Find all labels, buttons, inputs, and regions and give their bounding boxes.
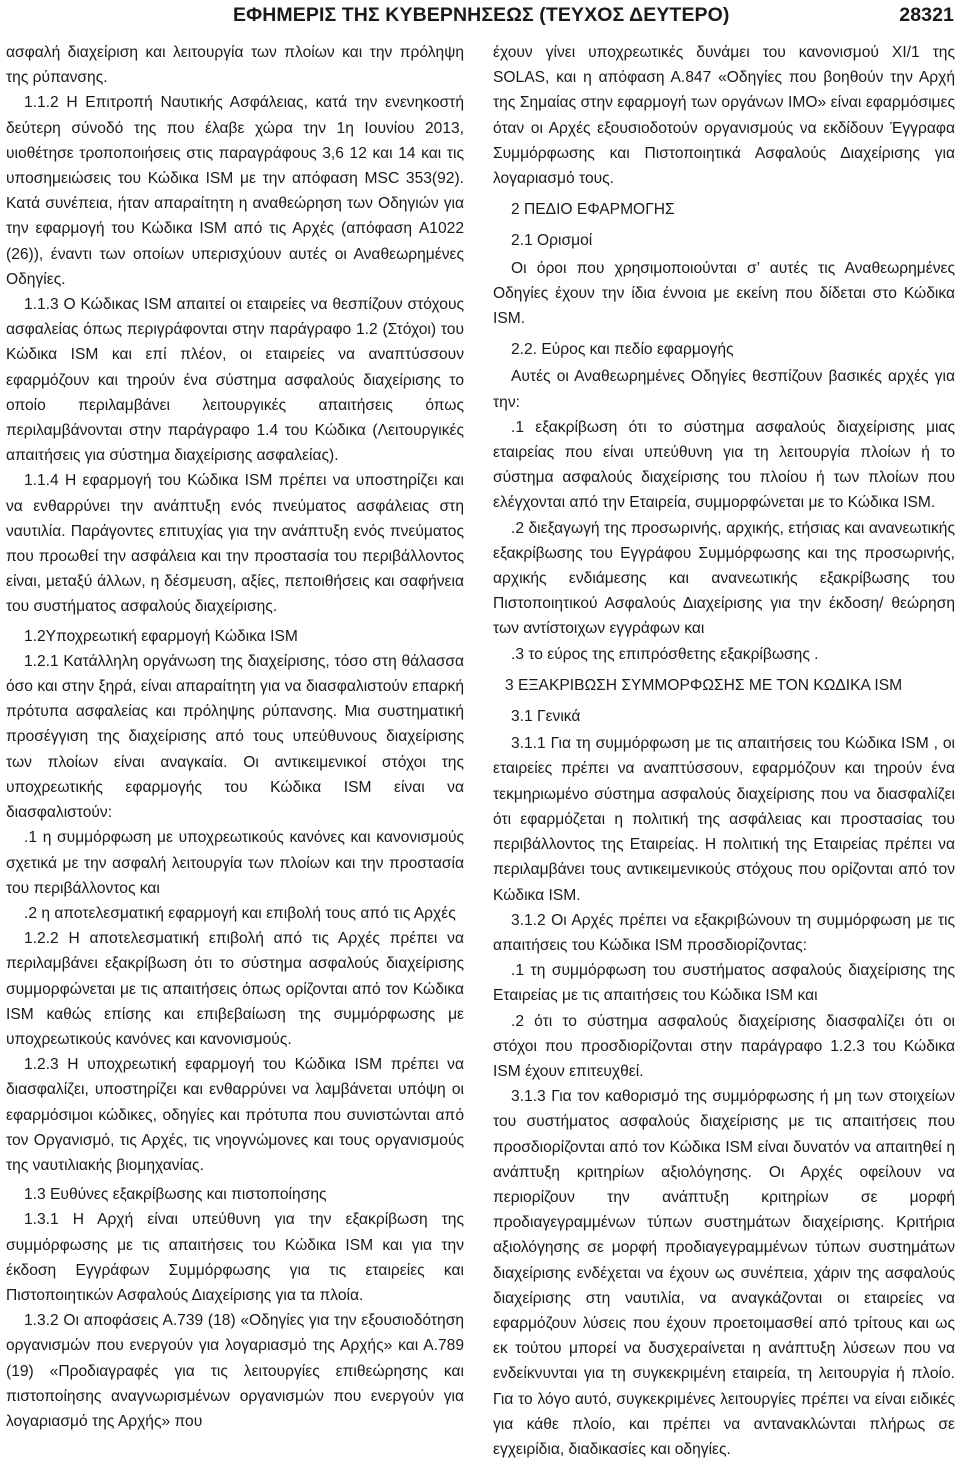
paragraph-1-3-1: 1.3.1 Η Αρχή είναι υπεύθυνη για την εξακρίβωση της συμμόρφωσης με τις απαιτήσεις του Κώδικα ISM και για την έκδοση Εγγράφων Συμμόρφωσης για τις εταιρείες και Πιστοποιητικών Ασφαλούς Διαχείρισης για τα πλοία.	[6, 1211, 464, 1304]
list-item: .1 εξακρίβωση ότι το σύστημα ασφαλούς διαχείρισης μιας εταιρείας που είναι υπεύθυνη για τη λειτουργία πλοίων ή το σύστημα ασφαλούς διαχείρισης του πλοίου ή των πλοίων που ελέγχονται από την Εταιρεία, συμμορφώνεται με το Κώδικα ISM.	[493, 418, 955, 512]
list-item: .2 ότι το σύστημα ασφαλούς διαχείρισης διασφαλίζει ότι οι στόχοι που προσδιορίζονται στην παράγραφο 1.2.3 του Κώδικα ISM έχουν επιτευχθεί.	[493, 1012, 955, 1080]
list-item: .2 η αποτελεσματική εφαρμογή και επιβολή τους από τις Αρχές	[24, 904, 456, 922]
paragraph: έχουν γίνει υποχρεωτικές δυνάμει του κανονισμού XI/1 της SOLAS, και η απόφαση Α.847 «Οδηγίες που βοηθούν την Αρχή της Σημαίας στην εφαρμογή των οργάνων IMO» είναι εφαρμόσιμες όταν οι Αρχές εξουσιοδοτούν οργανισμούς να εκδίδουν Έγγραφα Συμμόρφωσης και Πιστοποιητικά Ασφαλούς Διαχείρισης για λογαριασμό τους.	[493, 44, 955, 188]
list-item: .2 διεξαγωγή της προσωρινής, αρχικής, ετήσιας και ανανεωτικής εξακρίβωσης του Εγγράφου Συμμόρφωσης και της προσωρινής, αρχικής ενδιάμεσης και ανανεωτικής εξακρίβωσης του Πιστοποιητικού Ασφαλούς Διαχείρισης για την έκδοση/ θεώρηση των αντίστοιχων εγγράφων και	[493, 519, 955, 638]
paragraph-1-2-1: 1.2.1 Κατάλληλη οργάνωση της διαχείρισης, τόσο στη θάλασσα όσο και στην ξηρά, είναι απαραίτητη για να διασφαλιστούν επαρκή πρότυπα ασφαλείας και πρόληψης ρύπανσης. Μια συστηματική προσέγγιση της διαχείρισης από τους υπεύθυνους διαχείρισης των πλοίων είναι αναγκαία. Οι αντικειμενικοί στόχοι της υποχρεωτικής εφαρμογής του Κώδικα ISM είναι να διασφαλιστούν:	[6, 652, 464, 822]
subsection-heading-2-1: 2.1 Ορισμοί	[511, 232, 593, 250]
left-column	[6, 40, 464, 1434]
paragraph-1-1-3: 1.1.3 Ο Κώδικας ISM απαιτεί οι εταιρείες να θεσπίζουν στόχους ασφαλείας όπως περιγράφονται στην παράγραφο 1.2 (Στόχοι) του Κώδικα ISM και επί πλέον, οι εταιρείες να αναπτύσσουν εφαρμόζουν και τηρούν ένα σύστημα ασφαλούς διαχείρισης το οποίο περιλαμβάνει λειτουργικές απαιτήσεις όπως περιλαμβάνονται στην παράγραφο 1.4 του Κώδικα (Λειτουργικές απαιτήσεις για σύστημα διαχείρισης ασφαλείας).	[6, 296, 464, 465]
paragraph: ασφαλή διαχείριση και λειτουργία των πλοίων και την πρόληψη της ρύπανσης.	[6, 44, 464, 87]
subsection-heading-3-1: 3.1 Γενικά	[511, 708, 581, 726]
page-header	[0, 4, 960, 36]
section-heading-3: 3 ΕΞΑΚΡΙΒΩΣΗ ΣΥΜΜΟΡΦΩΣΗΣ ΜΕ ΤΟΝ ΚΩΔΙΚΑ ISM	[505, 676, 903, 694]
section-heading-2: 2 ΠΕΔΙΟ ΕΦΑΡΜΟΓΗΣ	[511, 201, 675, 219]
paragraph-1-2-2: 1.2.2 Η αποτελεσματική επιβολή από τις Αρχές πρέπει να περιλαμβάνει εξακρίβωση ότι το σύστημα ασφαλούς διαχείρισης συμμορφώνεται με τις απαιτήσεις όπως ορίζονται από τον Κώδικα ISM καθώς επίσης και επιβεβαίωση της συμμόρφωσης με υποχρεωτικούς κανόνες και κανονισμούς.	[6, 930, 464, 1048]
list-item: .1 η συμμόρφωση με υποχρεωτικούς κανόνες και κανονισμούς σχετικά με την ασφαλή λειτουργία των πλοίων και την προστασία του περιβάλλοντος και	[6, 829, 464, 897]
paragraph-1-1-2: 1.1.2 Η Επιτροπή Ναυτικής Ασφάλειας, κατά την ενενηκοστή δεύτερη σύνοδό της που έλαβε χώρα την 1η Ιουνίου 2013, υιοθέτησε τροποποιήσεις στις παραγράφους 3,6 12 και 14 και τις υποσημειώσεις του Κώδικα ISM με την απόφαση MSC 353(92). Κατά συνέπεια, ήταν απαραίτητη η αναθεώρηση των Οδηγιών για την εφαρμογή του Κώδικα ISM από τις Αρχές (απόφαση A1022 (26)), έναντι των οποίων υπερισχύουν αυτές οι Αναθεωρημένες Οδηγίες.	[6, 94, 464, 288]
gazette-title: ΕΦΗΜΕΡΙΣ ΤΗΣ ΚΥΒΕΡΝΗΣΕΩΣ (ΤΕΥΧΟΣ ΔΕΥΤΕΡΟ)	[233, 4, 730, 26]
subsection-heading-2-2: 2.2. Εύρος και πεδίο εφαρμογής	[511, 341, 734, 359]
paragraph-3-1-2: 3.1.2 Οι Αρχές πρέπει να εξακριβώνουν τη συμμόρφωση με τις απαιτήσεις του Κώδικα ISM προσδιορίζοντας:	[493, 911, 955, 954]
paragraph: Οι όροι που χρησιμοποιούνται σ’ αυτές τις Αναθεωρημένες Οδηγίες έχουν την ίδια έννοια με εκείνη που δίδεται στο Κώδικα ISM.	[493, 259, 955, 328]
list-item: .1 τη συμμόρφωση του συστήματος ασφαλούς διαχείρισης της Εταιρείας με τις απαιτήσεις του Κώδικα ISM και	[493, 962, 955, 1005]
paragraph-1-2-3: 1.2.3 Η υποχρεωτική εφαρμογή του Κώδικα ISM πρέπει να διασφαλίζει, υποστηρίζει και ενθαρρύνει να λαμβάνεται υπόψη οι εφαρμόσιμοι κώδικες, οδηγίες και πρότυπα που συνιστώνται από τον Οργανισμό, τις Αρχές, τις νηογνώμονες και τους οργανισμούς της ναυτιλιακής βιομηχανίας.	[6, 1056, 464, 1174]
paragraph-1-1-4: 1.1.4 Η εφαρμογή του Κώδικα ISM πρέπει να υποστηρίζει και να ενθαρρύνει την ανάπτυξη ενός πνεύματος ασφάλειας στη ναυτιλία. Παράγοντες επιτυχίας για την ανάπτυξη ενός πνεύματος που προωθεί την ασφάλεια και την προστασία του περιβάλλοντος είναι, μεταξύ άλλων, η δέσμευση, αξίες, πεποιθήσεις και σαφήνεια του συστήματος ασφαλούς διαχείρισης.	[6, 472, 464, 616]
list-item: .3 το εύρος της επιπρόσθετης εξακρίβωσης .	[511, 645, 819, 663]
section-heading-1-2: 1.2Υποχρεωτική εφαρμογή Κώδικα ISM	[24, 627, 298, 645]
paragraph-3-1-3: 3.1.3 Για τον καθορισμό της συμμόρφωσης ή μη των στοιχείων του συστήματος ασφαλούς διαχείρισης με τις απαιτήσεις που προσδιορίζονται από τον Κώδικα ISM είναι δυνατόν να απαιτηθεί η ανάπτυξη κριτηρίων αξιολόγησης. Οι Αρχές οφείλουν να περιορίζουν την ανάπτυξη κριτηρίων σε μορφή προδιαγεγραμμένων τύπων συστημάτων διαχείρισης. Κριτήρια αξιολόγησης σε μορφή προδιαγεγραμμένων τύπων συστημάτων διαχείρισης ενδέχεται να έχουν ως συνέπεια, χάριν της ασφαλούς διαχείρισης στη ναυτιλία, να αναγκάζονται οι εταιρείες να εφαρμόζουν λύσεις που έχουν προετοιμασθεί από τρίτους και ως εκ τούτου μπορεί να δυσχεραίνεται η ανάπτυξη λύσεων που να ενδείκνυνται για τη συγκεκριμένη εταιρεία, τη λειτουργία ή πλοίο. Για το λόγο αυτό, συγκεκριμένες λειτουργίες πρέπει να είναι ειδικές για κάθε πλοίο, και πρέπει να αντανακλώνται πλήρως σε εγχειρίδια, διαδικασίες και οδηγίες.	[493, 1088, 955, 1458]
paragraph-1-3-2: 1.3.2 Οι αποφάσεις Α.739 (18) «Οδηγίες για την εξουσιοδότηση οργανισμών που ενεργούν για λογαριασμό της Αρχής» και Α.789 (19) «Προδιαγραφές για τις λειτουργίες επιθεώρησης και πιστοποίησης αναγνωρισμένων οργανισμών που ενεργούν για λογαριασμό της Αρχής» που	[6, 1312, 464, 1430]
paragraph-3-1-1: 3.1.1 Για τη συμμόρφωση με τις απαιτήσεις του Κώδικα ISM , οι εταιρείες πρέπει να αναπτύσσουν, εφαρμόζουν και τηρούν ένα τεκμηριωμένο σύστημα ασφαλούς διαχείρισης που να διασφαλίζει ότι εφαρμόζεται η πολιτική της ασφάλειας και προστασίας του περιβάλλοντος της Εταιρείας. Η πολιτική της Εταιρείας πρέπει να περιλαμβάνει τους αντικειμενικούς στόχους που ορίζονται από τον Κώδικα ISM.	[493, 735, 955, 904]
page-number: 28321	[899, 4, 954, 26]
paragraph: Αυτές οι Αναθεωρημένες Οδηγίες θεσπίζουν βασικές αρχές για την:	[493, 368, 955, 411]
section-heading-1-3: 1.3 Ευθύνες εξακρίβωσης και πιστοποίησης	[24, 1186, 327, 1204]
right-column	[493, 40, 955, 1462]
